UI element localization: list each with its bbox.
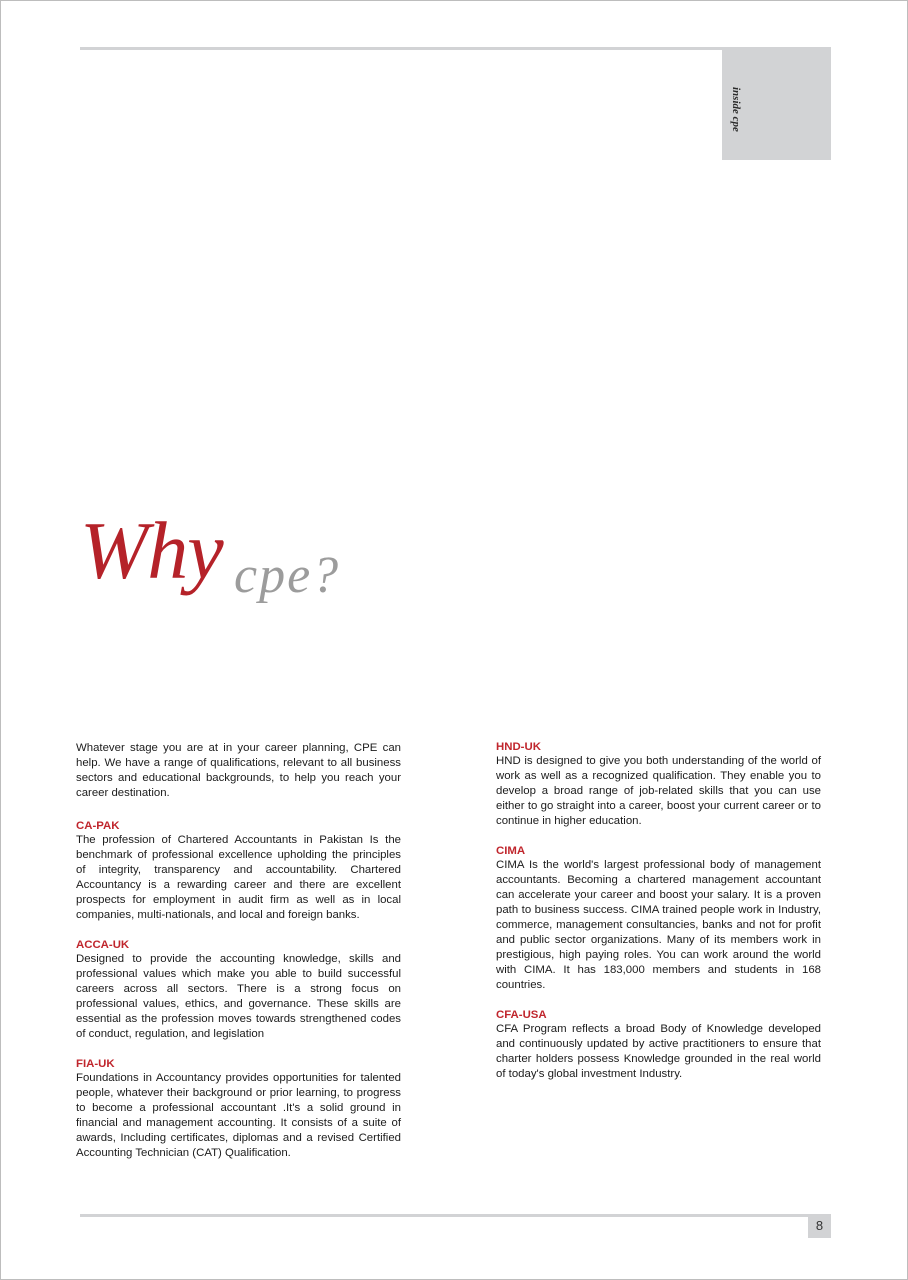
- intro-paragraph: Whatever stage you are at in your career planning, CPE can help. We have a range of qualifications, relevant to all business sectors and educational backgrounds, to help you reach your career destination.: [76, 742, 401, 799]
- top-rule: [80, 47, 722, 50]
- headline-sub: cpe?: [234, 547, 341, 604]
- qualification-fia-uk: [76, 1057, 401, 1161]
- page-number: 8: [808, 1214, 831, 1238]
- qualification-heading: CFA-USA: [496, 1009, 547, 1021]
- qualification-heading: ACCA-UK: [76, 939, 130, 951]
- qualification-heading: FIA-UK: [76, 1058, 115, 1070]
- bottom-rule: [80, 1214, 808, 1217]
- qualification-heading: CA-PAK: [76, 820, 120, 832]
- qualification-cfa-usa: [496, 1008, 821, 1082]
- qualification-description: Designed to provide the accounting knowledge, skills and professional values which make you able to build successful careers across all sectors. There is a strong focus on professional values, ethics, and governance. These skills are essential as the profession moves towards strengthened codes of conduct, regulation, and legislation: [76, 953, 401, 1040]
- qualification-description: HND is designed to give you both understanding of the world of work as well as a recognized qualification. They enable you to develop a broad range of job-related skills that you can use either to go straight into a career, boost your current career or to continue in higher education.: [496, 755, 821, 827]
- page-headline: [80, 505, 480, 640]
- qualification-cima: [496, 844, 821, 993]
- section-label: inside cpe: [730, 87, 742, 132]
- qualification-acca-uk: [76, 938, 401, 1042]
- qualification-description: Foundations in Accountancy provides opportunities for talented people, whatever their background or prior learning, to progress to become a professional accountant .It's a solid ground in financial and management accounting. It consists of a suite of awards, Including certificates, diplomas and a revised Certified Accounting Technician (CAT) Qualification.: [76, 1072, 401, 1159]
- qualification-heading: HND-UK: [496, 741, 541, 753]
- qualification-description: CIMA Is the world's largest professional body of management accountants. Becoming a chartered management accountant can accelerate your career and boost your salary. It is a proven path to business success. CIMA trained people work in Industry, commerce, management consultancies, banks and not for profit and public sector organizations. Many of its members work in prestigious, high paying roles. You can work around the world with CIMA. It has 183,000 members and students in 168 countries.: [496, 859, 821, 991]
- qualification-description: CFA Program reflects a broad Body of Knowledge developed and continuously updated by active practitioners to ensure that charter holders possess Knowledge grounded in the real world of today's global investment Industry.: [496, 1023, 821, 1080]
- left-column: [76, 741, 401, 1176]
- qualification-hnd-uk: [496, 740, 821, 829]
- qualification-ca-pak: [76, 819, 401, 923]
- qualification-description: The profession of Chartered Accountants in Pakistan Is the benchmark of professional excellence upholding the principles of integrity, transparency and accountability. Chartered Accountancy is a rewarding career and there are excellent prospects for employment in audit firm as well as in local companies, multi-nationals, and local and foreign banks.: [76, 834, 401, 921]
- right-column: [496, 740, 821, 1097]
- headline-main: Why: [80, 505, 223, 596]
- qualification-heading: CIMA: [496, 845, 526, 857]
